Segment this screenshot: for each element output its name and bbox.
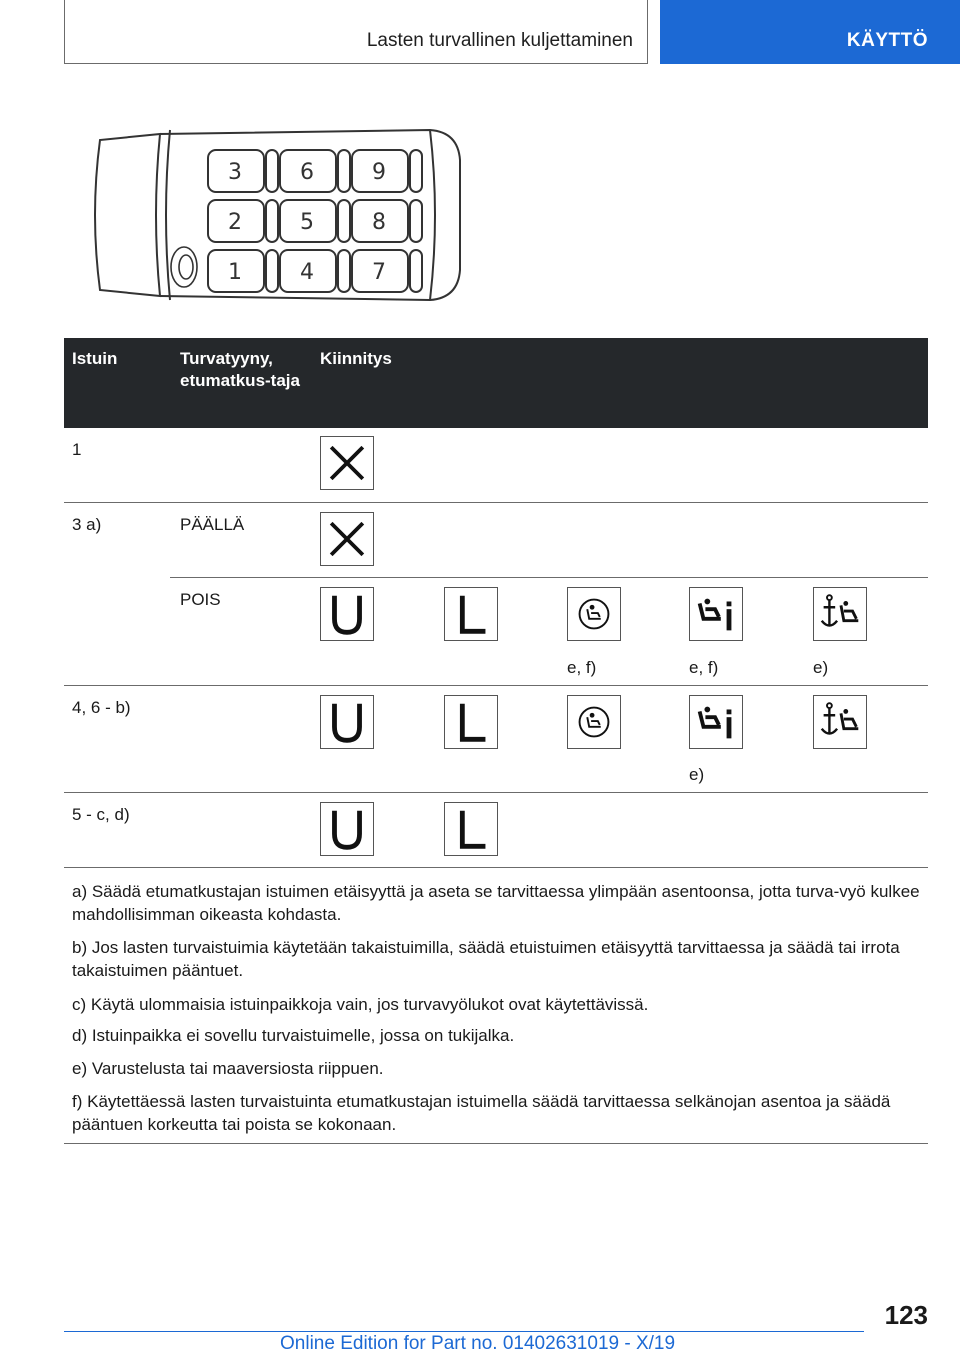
seat-backrest — [410, 250, 422, 292]
child-seat-anchor-icon — [813, 695, 867, 749]
x-icon — [320, 436, 374, 490]
u-icon — [320, 802, 374, 856]
row-divider — [64, 792, 928, 793]
seat-cell: 3 a) — [72, 515, 102, 534]
l-icon — [444, 587, 498, 641]
footnote: e) Varustelusta tai maaversiosta riippuen. — [72, 1059, 384, 1078]
seat-backrest — [410, 150, 422, 192]
seat-number: 3 — [228, 160, 242, 185]
x-icon — [320, 512, 374, 566]
seat-cell: 5 - c, d) — [72, 805, 130, 824]
seat-number: 2 — [228, 210, 242, 235]
row-divider — [64, 502, 928, 503]
seat-backrest — [266, 250, 278, 292]
child-seat-i-icon — [689, 587, 743, 641]
child-seat-circle-icon — [567, 587, 621, 641]
col-header-mounting: Kiinnitys — [320, 349, 392, 368]
footer-rule — [64, 1331, 864, 1332]
child-seat-circle-icon — [567, 695, 621, 749]
seat-backrest — [410, 200, 422, 242]
u-icon — [320, 695, 374, 749]
edition-text[interactable]: Online Edition for Part no. 01402631019 - X/19 — [280, 1333, 676, 1354]
row-divider — [64, 867, 928, 868]
page-number: 123 — [884, 1300, 928, 1330]
seat-number: 6 — [300, 160, 314, 185]
footnote: b) Jos lasten turvaistuimia käytetään takaistuimilla, säädä etuistuimen etäisyyttä tarvittaessa ja säädä tai irrota takaistuimen pääntuet. — [72, 938, 900, 980]
seat-number: 8 — [372, 210, 386, 235]
footnote: f) Käytettäessä lasten turvaistuinta etumatkustajan istuimella säädä tarvittaessa selkänojan asentoa ja säädä pääntuen korkeutta tai poista se kokonaan. — [72, 1092, 891, 1134]
row-divider — [64, 685, 928, 686]
seat-layout-diagram — [80, 120, 470, 310]
child-seat-i-icon — [689, 695, 743, 749]
section-label: KÄYTTÖ — [846, 30, 928, 51]
header-bar — [64, 0, 648, 64]
row-divider — [170, 577, 928, 578]
l-icon — [444, 802, 498, 856]
seat-cell: 1 — [72, 440, 82, 459]
note-cell: e) — [689, 765, 705, 784]
airbag-cell: POIS — [180, 590, 221, 609]
footnote: d) Istuinpaikka ei sovellu turvaistuimelle, jossa on tukijalka. — [72, 1026, 515, 1045]
note-cell: e) — [813, 658, 829, 677]
l-icon — [444, 695, 498, 749]
child-seat-anchor-icon — [813, 587, 867, 641]
seat-backrest — [338, 250, 350, 292]
seat-number: 5 — [300, 210, 314, 235]
airbag-cell: PÄÄLLÄ — [180, 515, 245, 534]
seat-number: 1 — [228, 260, 242, 285]
col-header-seat: Istuin — [72, 349, 118, 368]
seat-cell: 4, 6 - b) — [72, 698, 131, 717]
seat-backrest — [338, 200, 350, 242]
u-icon — [320, 587, 374, 641]
col-header-airbag: Turvatyyny, etumatkus-taja — [180, 349, 300, 390]
seat-number: 4 — [300, 260, 314, 285]
seat-backrest — [338, 150, 350, 192]
seat-number: 7 — [372, 260, 386, 285]
seat-number: 9 — [372, 160, 386, 185]
note-cell: e, f) — [689, 658, 719, 677]
chapter-title: Lasten turvallinen kuljettaminen — [366, 30, 633, 51]
footnote: a) Säädä etumatkustajan istuimen etäisyyttä ja aseta se tarvittaessa ylimpään asentoonsa, jotta turva-vyö kulkee mahdollisimman oikeasta kohdasta. — [72, 882, 920, 924]
seat-backrest — [266, 150, 278, 192]
section-tab[interactable] — [660, 0, 960, 64]
table-header — [64, 338, 928, 428]
note-cell: e, f) — [567, 658, 597, 677]
footnote: c) Käytä ulommaisia istuinpaikkoja vain, jos turvavyölukot ovat käytettävissä. — [72, 995, 649, 1014]
footnotes-divider — [64, 1143, 928, 1144]
seat-backrest — [266, 200, 278, 242]
